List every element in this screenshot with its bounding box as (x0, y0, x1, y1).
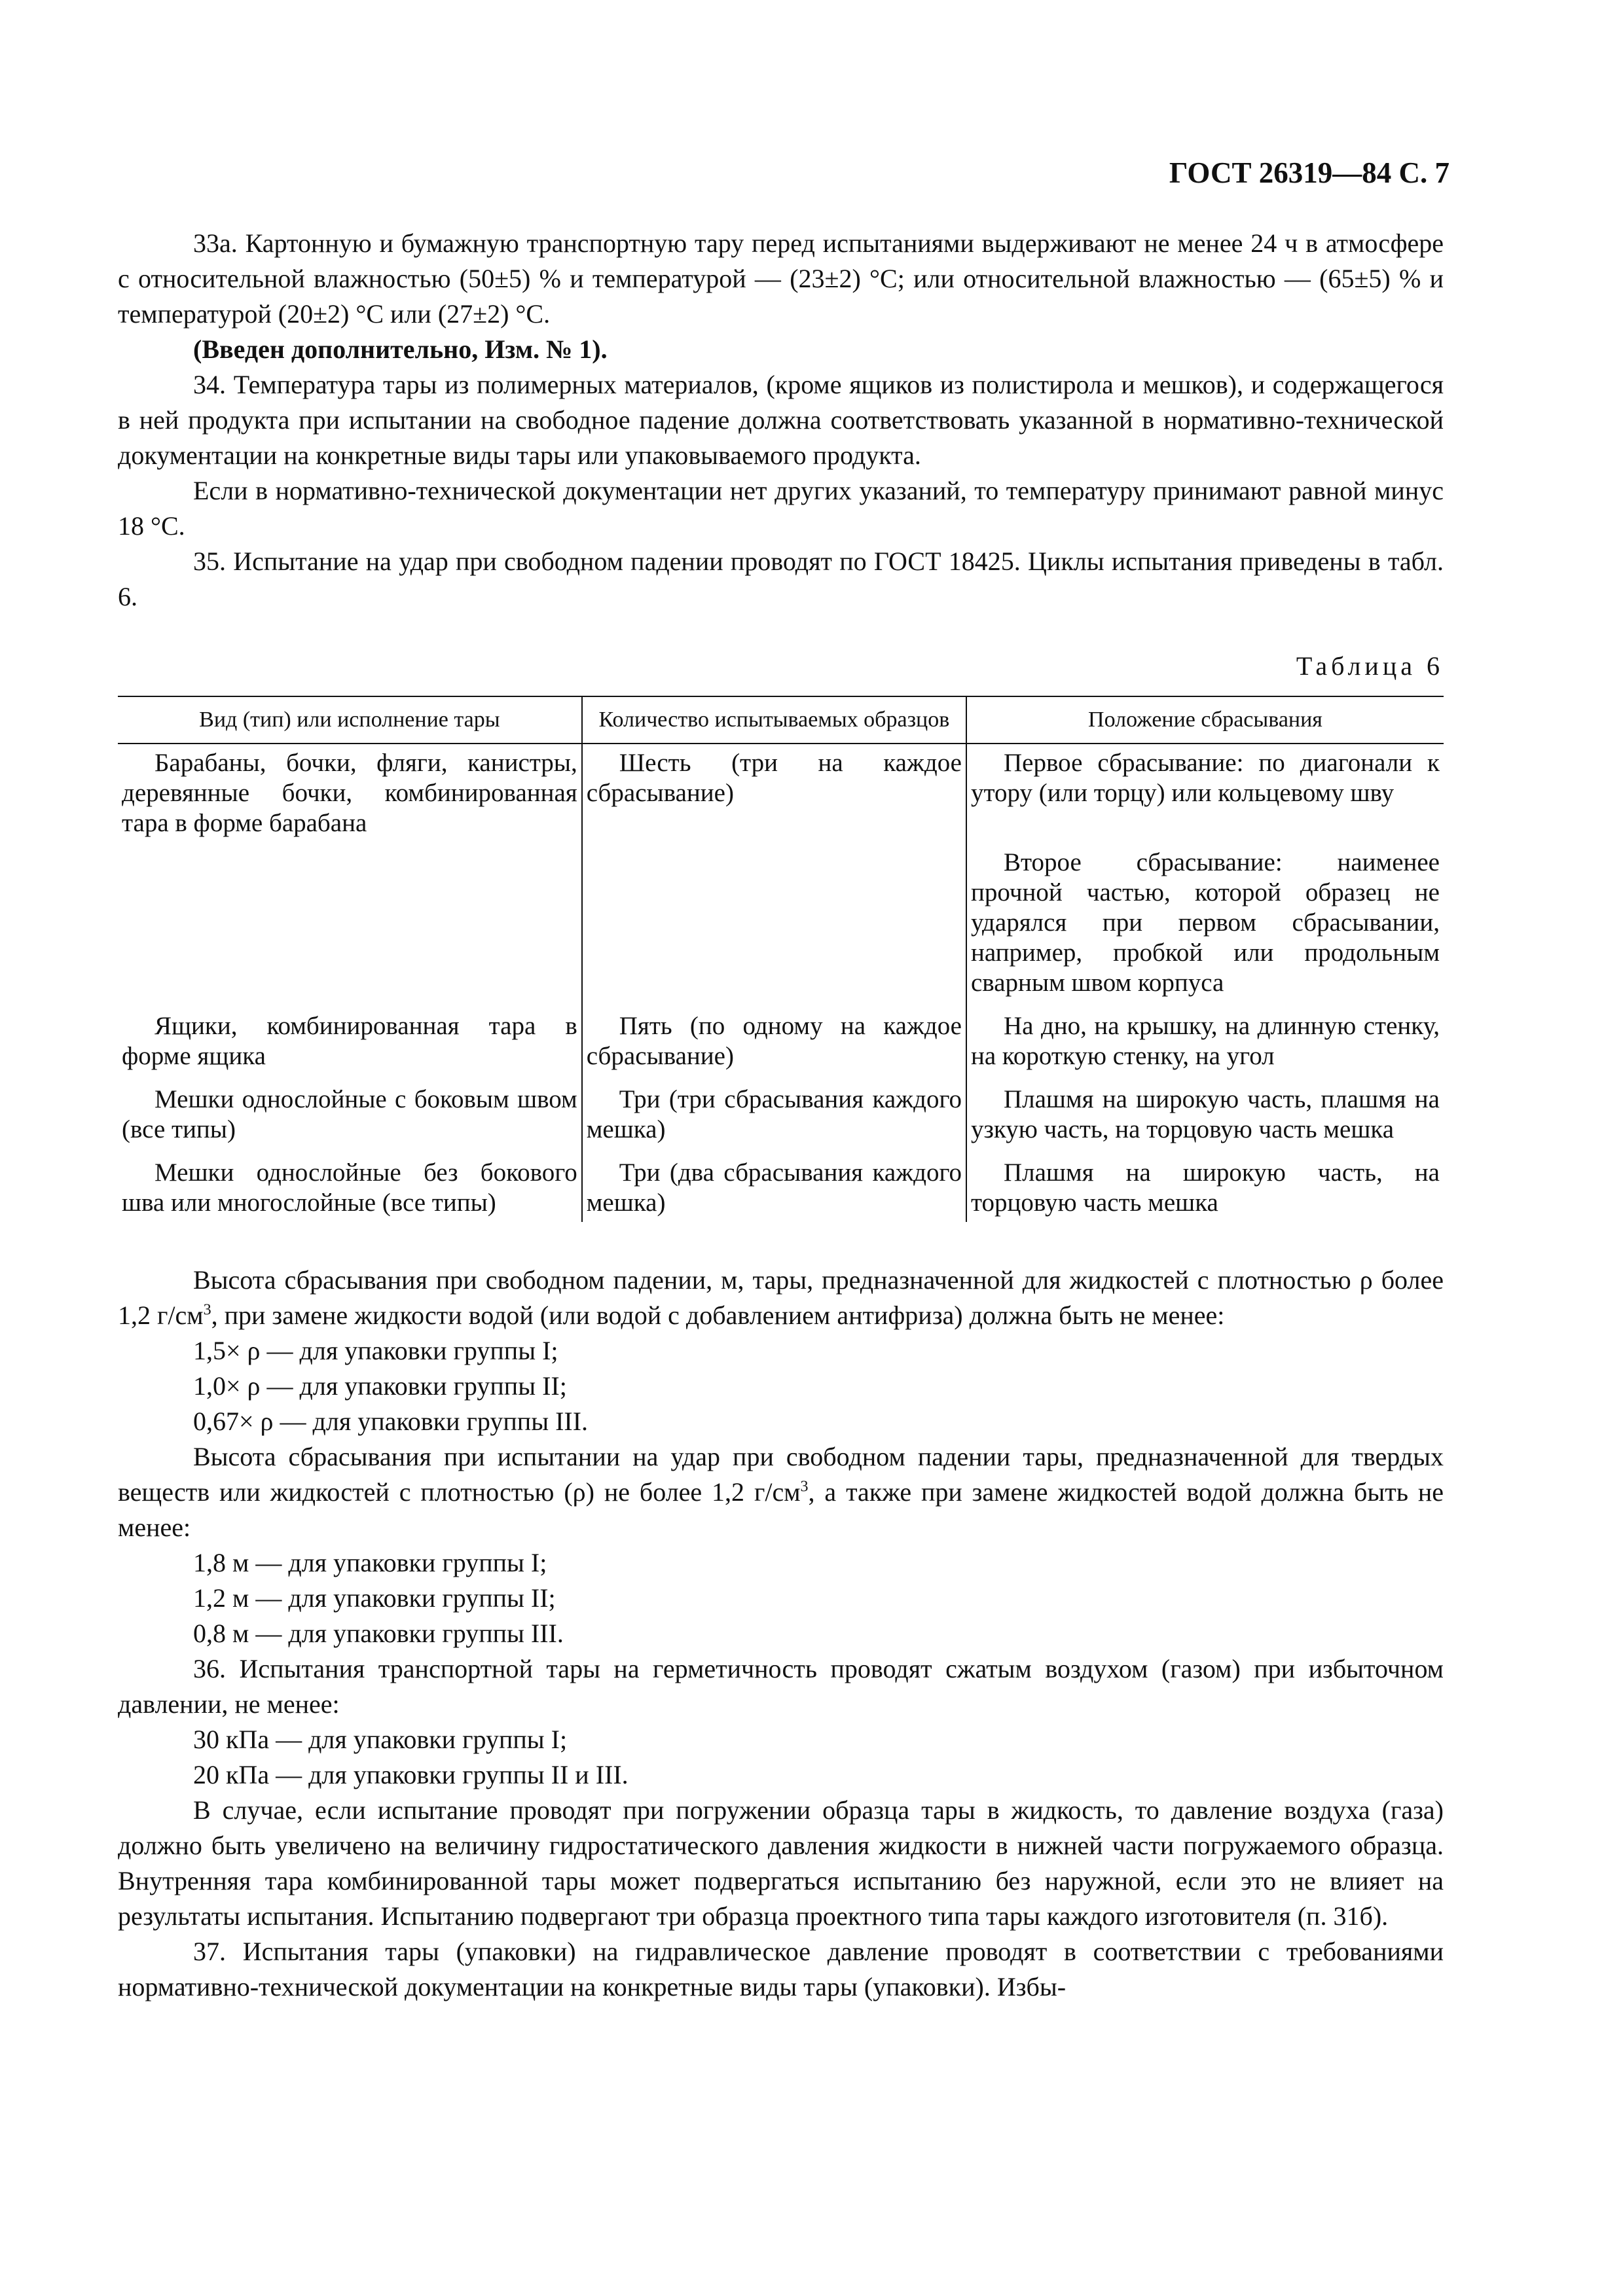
table-cell-type: Ящики, комбинированная тара в форме ящика (122, 1012, 577, 1070)
table-cell-type: Мешки однослойные без бокового шва или многослойные (все типы) (122, 1158, 577, 1217)
table-row (118, 744, 1444, 848)
table-header-count: Количество испытываемых образцов (582, 696, 966, 744)
table-header-row (118, 696, 1444, 744)
list-item: 1,2 м — для упаковки группы II; (193, 1583, 556, 1613)
table-cell-position: Второе сбрасывание: наименее прочной частью, которой образец не ударялся при первом сбрасывании, например, пробкой или продольным сварным швом корпуса (966, 848, 1444, 1007)
list-item: 20 кПа — для упаковки группы II и III. (193, 1760, 629, 1789)
list-item: 30 кПа — для упаковки группы I; (193, 1725, 568, 1754)
table-row (118, 1081, 1444, 1154)
table-cell-position: На дно, на крышку, на длинную стенку, на короткую стенку, на угол (966, 1007, 1444, 1081)
paragraph-36: 36. Испытания транспортной тары на герметичность проводят сжатым воздухом (газом) при избыточном давлении, не менее: (118, 1654, 1444, 1719)
table-row (118, 1154, 1444, 1222)
list-item: 1,8 м — для упаковки группы I; (193, 1548, 547, 1577)
paragraph-35: 35. Испытание на удар при свободном падении проводят по ГОСТ 18425. Циклы испытания приведены в табл. 6. (118, 547, 1444, 611)
paragraph-33a: 33а. Картонную и бумажную транспортную тару перед испытаниями выдерживают не менее 24 ч в атмосфере с относительной влажностью (50±5) % и температурой — (23±2) °С; или относительной влажностью — (65±5) % и температурой (20±2) °С или (27±2) °С. (118, 228, 1444, 329)
table-caption: Таблица 6 (1296, 651, 1444, 681)
list-item: 0,67× ρ — для упаковки группы III. (193, 1407, 589, 1436)
list-item: 1,5× ρ — для упаковки группы I; (193, 1336, 558, 1365)
amendment-note: (Введен дополнительно, Изм. № 1). (193, 334, 608, 364)
table-header-type: Вид (тип) или исполнение тары (118, 696, 582, 744)
table-cell-position: Плашмя на широкую часть, плашмя на узкую часть, на торцовую часть мешка (966, 1081, 1444, 1154)
table-header-position: Положение сбрасывания (966, 696, 1444, 744)
document-body (118, 226, 1444, 2005)
page-header: ГОСТ 26319—84 С. 7 (1169, 156, 1450, 189)
table-cell-position: Первое сбрасывание: по диагонали к утору (или торцу) или кольцевому шву (966, 744, 1444, 848)
paragraph-immersion: В случае, если испытание проводят при погружении образца тары в жидкость, то давление воздуха (газа) должно быть увеличено на величину гидростатического давления жидкости в нижней части погружаемого образца. Внутренняя тара комбинированной тары может подвергаться испытанию без наружной, если это не влияет на результаты испытания. Испытанию подвергают три образца проектного типа тары каждого изготовителя (п. 31б). (118, 1795, 1444, 1931)
paragraph-34: 34. Температура тары из полимерных материалов, (кроме ящиков из полистирола и мешков), и содержащегося в ней продукта при испытании на свободное падение должна соответствовать указанной в нормативно-технической документации на конкретные виды тары или упаковываемого продукта. (118, 370, 1444, 470)
table-row (118, 848, 1444, 1007)
table-cell-type (118, 848, 582, 1007)
table-cell-count (582, 848, 966, 1007)
table-cell-count: Три (два сбрасывания каждого мешка) (582, 1154, 966, 1222)
solid-height-intro: Высота сбрасывания при испытании на удар при свободном падении тары, предназначенной для твердых веществ или жидкостей с плотностью (ρ) не более 1,2 $г/см^3$, а также при замене жидкостей водой должна быть не менее: (118, 1442, 1444, 1542)
table-cell-count: Шесть (три на каждое сбрасывание) (582, 744, 966, 848)
table-cell-position: Плашмя на широкую часть, на торцовую часть мешка (966, 1154, 1444, 1222)
liquid-height-intro: Высота сбрасывания при свободном падении, м, тары, предназначенной для жидкостей с плотностью ρ более 1,2 $г/см^3$, при замене жидкости водой (или водой с добавлением антифриза) должна быть не менее: (118, 1265, 1444, 1330)
paragraph-34-note: Если в нормативно-технической документации нет других указаний, то температуру принимают равной минус 18 °С. (118, 476, 1444, 541)
table-cell-type: Мешки однослойные с боковым швом (все типы) (122, 1085, 577, 1143)
table-cell-count: Три (три сбрасывания каждого мешка) (582, 1081, 966, 1154)
drop-test-table (118, 696, 1444, 1222)
list-item: 1,0× ρ — для упаковки группы II; (193, 1371, 567, 1401)
table-row (118, 1007, 1444, 1081)
table-cell-type: Барабаны, бочки, фляги, канистры, деревянные бочки, комбинированная тара в форме барабана (122, 749, 577, 837)
list-item: 0,8 м — для упаковки группы III. (193, 1619, 564, 1648)
paragraph-37: 37. Испытания тары (упаковки) на гидравлическое давление проводят в соответствии с требованиями нормативно-технической документации на конкретные виды тары (упаковки). Избы- (118, 1937, 1444, 2001)
table-cell-count: Пять (по одному на каждое сбрасывание) (582, 1007, 966, 1081)
